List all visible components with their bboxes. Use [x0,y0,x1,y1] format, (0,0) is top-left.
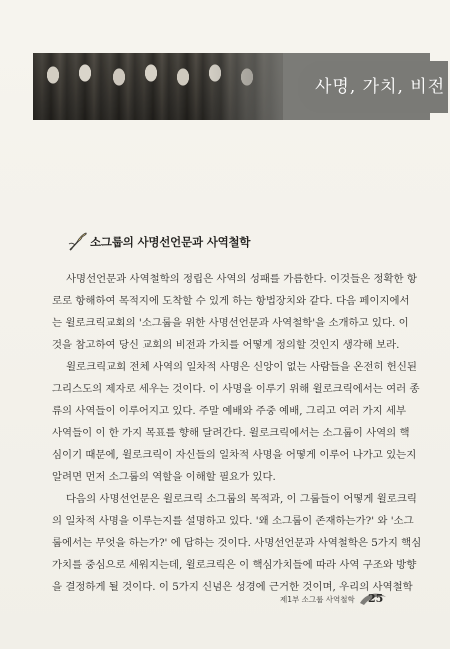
paragraph-2 [52,356,420,488]
text-line: 심이기 때문에, 윌로크릭이 자신들의 일차적 사명을 어떻게 이루어 나가고 있는지 [52,449,417,461]
paragraph-1 [52,268,417,356]
text-line: 사명선언문과 사역철학의 정립은 사역의 성패를 가름한다. 이것들은 정확한 항 [66,273,417,285]
text-line: 는 윌로크릭교회의 '소그룹을 위한 사명선언문과 사역철학'을 소개하고 있다. 이 [52,317,409,329]
text-line: 룹에서는 무엇을 하는가?' 에 답하는 것이다. 사명선언문과 사역철학은 5가지 핵심 [52,537,422,549]
body-text [52,268,422,598]
text-line: 류의 사역들이 이루어지고 있다. 주말 예배와 주중 예배, 그리고 여러 가지 세부 [52,405,407,417]
page-footer [280,588,410,610]
text-line: 을 결정하게 될 것이다. 이 5가지 신념은 성경에 근거한 것이며, 우리의 사역철학 [52,581,413,593]
quill-pen-icon [68,232,88,252]
text-line: 로로 항해하여 목적지에 도착할 수 있게 하는 항법장치와 같다. 다음 페이지에서 [52,295,410,307]
text-line: 사역들이 이 한 가지 목표를 향해 달려간다. 윌로크릭에서는 소그룹이 사역의 핵 [52,427,410,439]
chapter-title: 사명, 가치, 비전 [315,77,446,97]
chapter-header-band [33,53,446,120]
text-line: 다음의 사명선언문은 윌로크릭 소그룹의 목적과, 이 그룹들이 어떻게 윌로크릭 [66,493,417,505]
text-line: 윌로크릭교회 전체 사역의 일차적 사명은 신앙이 없는 사람들을 온전히 헌신된 [66,361,417,373]
section-heading [68,232,328,254]
section-title: 소그룹의 사명선언문과 사역철학 [90,235,251,249]
text-line: 의 일차적 사명을 이루는지를 설명하고 있다. '왜 소그룹이 존재하는가?' 와 '소그 [52,515,414,527]
text-line: 알려면 먼저 소그룹의 역할을 이해할 필요가 있다. [52,471,276,483]
page-number: 25 [368,592,384,605]
running-footer-label: 제1부 소그룹 사역철학 [280,595,355,604]
text-line: 가치를 중심으로 세워지는데, 윌로크릭은 이 핵심가치들에 따라 사역 구조와 방향 [52,559,417,571]
text-line: 그리스도의 제자로 세우는 것이다. 이 사명을 이루기 위해 윌로크릭에서는 여러 종 [52,383,420,395]
header-fade [203,53,303,120]
paragraph-3 [52,488,422,598]
text-line: 것을 참고하여 당신 교회의 비전과 가치를 어떻게 정의할 것인지 생각해 보라. [52,339,400,351]
